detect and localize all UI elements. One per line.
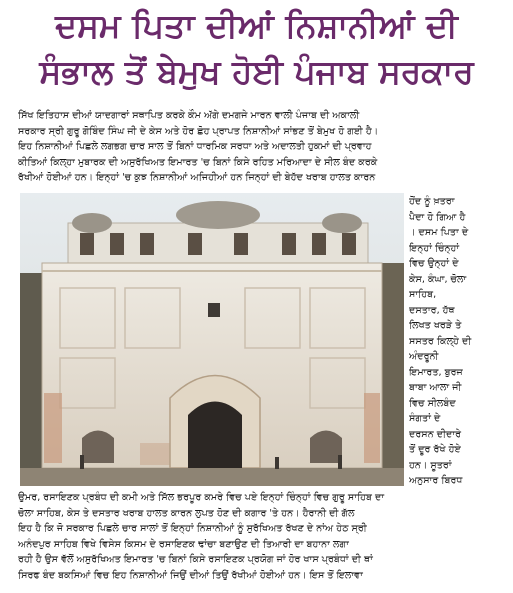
- text-line: ਦਰਸਨ ਦੀਦਾਰੇ: [409, 428, 462, 440]
- text-line: ਵਿਚ ਉਨ੍ਹਾਂ ਦੇ: [409, 258, 459, 269]
- fort-building-photo: [20, 193, 404, 486]
- text-line: ਇਹ ਨਿਸ਼ਾਨੀਆਂ ਪਿਛਲੇ ਲਗਭਗ ਚਾਰ ਸਾਲ ਤੋਂ ਬਿਨਾਂ ਧਾਰਮਿਕ ਸਰਧਾ ਅਤੇ ਅਦਾਲਤੀ ਹੁਕਮਾਂ ਦੀ ਪ੍ਰਵਾਹ: [18, 141, 372, 152]
- text-line: ਸਿਰਫ ਬੰਦ ਬਕਸਿਆਂ ਵਿਚ ਇਹ ਨਿਸ਼ਾਨੀਆਂ ਜਿਉਂ ਦੀਆਂ ਤਿਉਂ ਰੱਖੀਆਂ ਹੋਈਆਂ ਹਨ। ਇਸ ਤੋਂ ਇਲਾਵਾ: [18, 569, 363, 581]
- text-line: ਸਸਤਰ ਕਿਲ੍ਹੇ ਦੀ: [409, 335, 472, 347]
- text-line: ਕੇਸ, ਕੰਘਾ, ਚੋਲਾ: [409, 273, 467, 285]
- text-line: ਅੰਦਰੂਨੀ: [409, 351, 439, 362]
- article-side-column: [409, 194, 503, 489]
- text-line: ਤੋਂ ਦੂਰ ਰੱਖੇ ਹੋਏ: [409, 444, 461, 455]
- text-line: ਦਸਤਾਰ, ਹੱਥ: [409, 304, 455, 316]
- text-line: ਰੱਖੀਆਂ ਹੋਈਆਂ ਹਨ। ਇਨ੍ਹਾਂ 'ਚ ਕੁਝ ਨਿਸ਼ਾਨੀਆਂ ਅਜਿਹੀਆਂ ਹਨ ਜਿਨ੍ਹਾਂ ਦੀ ਬੇਹੱਦ ਖਰਾਬ ਹਾਲਤ ਕਾਰਨ: [18, 172, 376, 183]
- text-line: ਉਮਰ, ਰਸਾਇਣਕ ਪ੍ਰਬੰਧ ਦੀ ਕਮੀ ਅਤੇ ਸਿੱਲ ਭਰਪੂਰ ਕਮਰੇ ਵਿਚ ਪਏ ਇਨ੍ਹਾਂ ਚਿੰਨ੍ਹਾਂ ਵਿਚ ਗੁਰੂ ਸਾਹਿਬ ਦਾ: [18, 492, 385, 503]
- article-lead-paragraph: [18, 108, 498, 186]
- text-line: ਹੋਂਦ ਨੂੰ ਖ਼ਤਰਾ: [409, 196, 455, 207]
- headline-line-1: ਦਸਮ ਪਿਤਾ ਦੀਆਂ ਨਿਸ਼ਾਨੀਆਂ ਦੀ: [55, 6, 458, 45]
- text-line: ਬਾਬਾ ਆਲਾ ਜੀ: [409, 382, 462, 393]
- text-line: ਇਮਾਰਤ, ਬੁਰਜ: [409, 366, 463, 378]
- text-line: ਕੀਤਿਆਂ ਕਿਲ੍ਹਾ ਮੁਬਾਰਕ ਦੀ ਅਸੁਰੱਖਿਅਤ ਇਮਾਰਤ 'ਚ ਬਿਨਾਂ ਕਿਸੇ ਰਹਿਤ ਮਰਿਆਦਾ ਦੇ ਸੀਲ ਬੰਦ ਕਰਕੇ: [18, 156, 378, 168]
- text-line: ਪੈਦਾ ਹੋ ਗਿਆ ਹੈ: [409, 211, 466, 223]
- text-line: ਅਨੰਦਪੁਰ ਸਾਹਿਬ ਵਿਖੇ ਵਿਸੇਸ ਕਿਸਮ ਦੇ ਰਸਾਇਣਕ ਢਾਂਚਾ ਬਣਾਉਣ ਦੀ ਤਿਆਰੀ ਦਾ ਬਹਾਨਾ ਲਗਾ: [18, 538, 349, 550]
- text-line: ਰਹੀ ਹੈ ਉਸ ਵੱਲੋਂ ਅਸੁਰੱਖਿਅਤ ਇਮਾਰਤ 'ਚ ਬਿਨਾਂ ਕਿਸੇ ਰਸਾਇਣਕ ਪ੍ਰਯੋਗ ਜਾਂ ਹੋਰ ਖਾਸ ਪ੍ਰਬੰਧਾਂ ਦੀ ਥਾਂ: [18, 554, 373, 565]
- text-line: ਸਰਕਾਰ ਸ੍ਰੀ ਗੁਰੂ ਗੋਬਿੰਦ ਸਿੰਘ ਜੀ ਦੇ ਕੇਸ ਅਤੇ ਹੋਰ ਛੋਹ ਪ੍ਰਾਪਤ ਨਿਸ਼ਾਨੀਆਂ ਸਾਂਭਣ ਤੋਂ ਬੇਮੁਖ ਹੋ ਗਈ ਹੈ।: [18, 125, 379, 137]
- headline-line-2: ਸੰਭਾਲ ਤੋਂ ਬੇਮੁਖ ਹੋਈ ਪੰਜਾਬ ਸਰਕਾਰ: [39, 52, 474, 91]
- text-line: ਲਿਖਤ ਖਰੜੇ ਤੇ: [409, 320, 462, 331]
- text-line: ਇਨ੍ਹਾਂ ਚਿੰਨ੍ਹਾਂ: [409, 242, 460, 254]
- text-line: । ਦਸਮ ਪਿਤਾ ਦੇ: [409, 227, 469, 238]
- text-line: ਸਾਹਿਬ,: [409, 289, 437, 300]
- text-line: ਚੋਲਾ ਸਾਹਿਬ, ਕੇਸ ਤੇ ਦਸਤਾਰ ਖਰਾਬ ਹਾਲਤ ਕਾਰਨ ਲੁਪਤ ਹੋਣ ਦੀ ਕਗਾਰ 'ਤੇ ਹਨ। ਹੈਰਾਨੀ ਦੀ ਗੱਲ: [18, 507, 355, 519]
- text-line: ਅਨੁਸਾਰ ਬਿਰਧ: [409, 475, 463, 486]
- text-line: ਸਿੱਖ ਇਤਿਹਾਸ ਦੀਆਂ ਯਾਦਗਾਰਾਂ ਸਥਾਪਿਤ ਕਰਕੇ ਕੌਮ ਅੱਗੇ ਦਮਗਜੇ ਮਾਰਨ ਵਾਲੀ ਪੰਜਾਬ ਦੀ ਅਕਾਲੀ: [18, 110, 360, 121]
- text-line: ਸੰਗਤਾਂ ਦੇ: [409, 413, 441, 424]
- article-bottom-paragraph: [18, 490, 498, 583]
- text-line: ਵਿਚ ਸੀਲਬੰਦ: [409, 397, 456, 409]
- text-line: ਹਨ। ਸੂਤਰਾਂ: [409, 459, 452, 471]
- text-line: ਇਹ ਹੈ ਕਿ ਜੋ ਸਰਕਾਰ ਪਿਛਲੇ ਚਾਰ ਸਾਲਾਂ ਤੋਂ ਇਨ੍ਹਾਂ ਨਿਸ਼ਾਨੀਆਂ ਨੂੰ ਸੁਰੱਖਿਅਤ ਰੱਖਣ ਦੇ ਨਾਂਅ ਹੇਠ ਸ੍ਰੀ: [18, 523, 367, 534]
